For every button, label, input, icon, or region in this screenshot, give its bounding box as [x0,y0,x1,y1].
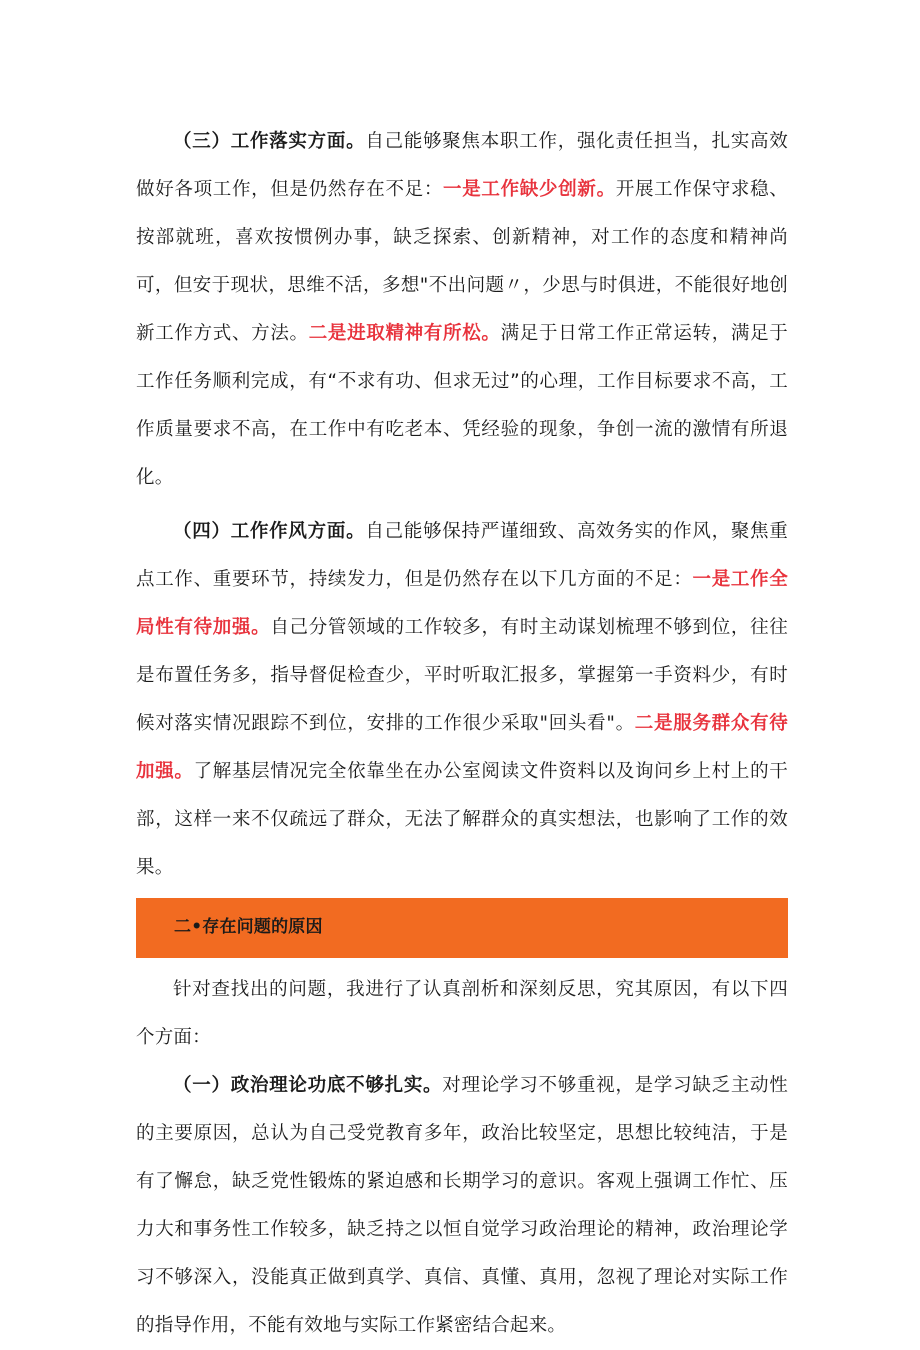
section-heading: （三）工作落实方面。 [173,131,366,152]
section-heading: （四）工作作风方面。 [173,521,366,542]
paragraph-cause-1 [136,1062,788,1350]
paragraph-work-style [136,508,788,892]
paragraph-text: 针对查找出的问题，我进行了认真剖析和深刻反思，究其原因，有以下四个方面： [136,979,788,1048]
paragraph-text: 自己能够聚焦本职工作，强化责任担当，扎实高效做好各项工作，但是仍然存在不足： [136,131,788,200]
paragraph-text: 开展工作保守求稳、按部就班，喜欢按惯例办事，缺乏探索、创新精神，对工作的态度和精神尚可，但安于现状，思维不活，多想"不出问题〃，少思与时俱进，不能很好地创新工作方式、方法。 [136,179,788,344]
highlight-point: 二是进取精神有所松。 [308,323,501,344]
document-body [136,118,788,1350]
highlight-point: 一是工作缺少创新。 [443,179,616,200]
paragraph-text: 满足于日常工作正常运转，满足于工作任务顺利完成，有“不求有功、但求无过”的心理，工作目标要求不高，工作质量要求不高，在工作中有吃老本、凭经验的现象，争创一流的激情有所退化。 [136,323,788,488]
section-heading: （一）政治理论功底不够扎实。 [173,1075,443,1096]
banner-title: 二•存在问题的原因 [174,917,323,937]
paragraph-work-implementation [136,118,788,502]
section-banner [136,898,788,958]
paragraph-text: 了解基层情况完全依靠坐在办公室阅读文件资料以及询问乡上村上的干部，这样一来不仅疏远了群众，无法了解群众的真实想法，也影响了工作的效果。 [136,761,788,878]
paragraph-text: 自己分管领域的工作较多，有时主动谋划梳理不够到位，往往是布置任务多，指导督促检查少，平时听取汇报多，掌握第一手资料少，有时候对落实情况跟踪不到位，安排的工作很少采取"回头看"。 [136,617,788,734]
paragraph-text: 对理论学习不够重视，是学习缺乏主动性的主要原因，总认为自己受党教育多年，政治比较坚定，思想比较纯洁，于是有了懈怠，缺乏党性锻炼的紧迫感和长期学习的意识。客观上强调工作忙、压力大和事务性工作较多，缺乏持之以恒自觉学习政治理论的精神，政治理论学习不够深入，没能真正做到真学、真信、真懂、真用，忽视了理论对实际工作的指导作用，不能有效地与实际工作紧密结合起来。 [136,1075,788,1336]
paragraph-causes-intro [136,966,788,1062]
paragraph-text: 自己能够保持严谨细致、高效务实的作风，聚焦重点工作、重要环节，持续发力，但是仍然存在以下几方面的不足： [136,521,788,590]
highlight-point: 二是服务群众有待加强。 [136,713,788,782]
highlight-point: 一是工作全局性有待加强。 [136,569,788,638]
